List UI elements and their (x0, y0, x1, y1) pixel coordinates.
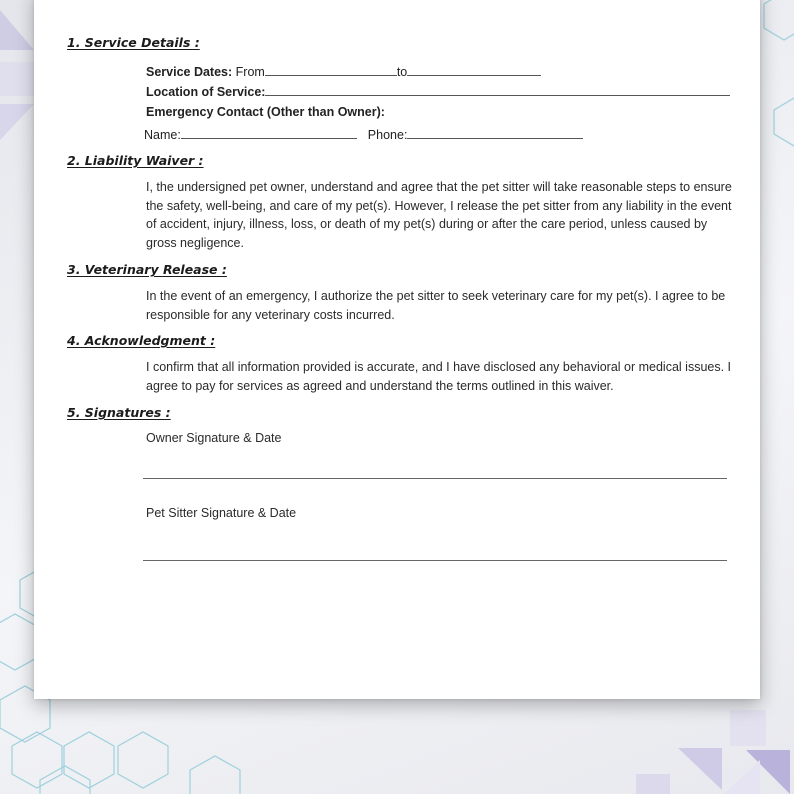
veterinary-release-text: In the event of an emergency, I authorize the pet sitter to seek veterinary care for my pet(s). I agree to be responsible for any veterinary costs incurred. (146, 289, 726, 322)
waiver-document (34, 0, 760, 699)
liability-waiver-text: I, the undersigned pet owner, understand and agree that the pet sitter will take reasonable steps to ensure the safety, well-being, and care of my pet(s). However, I release the pet sitter from any liability in the event of accident, injury, illness, loss, or death of my pet(s) during or after the care period, unless caused by gross negligence. (146, 180, 732, 250)
service-date-from-field[interactable] (265, 63, 397, 76)
location-field[interactable] (265, 83, 730, 96)
phone-label: Phone: (367, 128, 408, 142)
emergency-contact-label: Emergency Contact (Other than Owner): (146, 105, 385, 119)
emergency-name-field[interactable] (181, 126, 357, 139)
acknowledgment-heading: 4. Acknowledgment : (67, 333, 216, 348)
acknowledgment-text: I confirm that all information provided is accurate, and I have disclosed any behavioral or medical issues. I agree to pay for services as agreed and understand the terms outlined in this waiver. (146, 360, 732, 393)
veterinary-release-heading: 3. Veterinary Release : (67, 262, 227, 277)
owner-signature-line[interactable] (143, 478, 727, 479)
owner-signature-label: Owner Signature & Date (146, 431, 282, 445)
emergency-phone-field[interactable] (407, 126, 583, 139)
location-label: Location of Service: (146, 85, 266, 99)
to-label: to (396, 65, 408, 79)
emergency-contact-row (144, 126, 583, 143)
service-dates-label: Service Dates: (146, 65, 233, 79)
hexagon-pattern-right (760, 0, 794, 220)
sitter-signature-label: Pet Sitter Signature & Date (146, 506, 297, 520)
service-details-heading: 1. Service Details : (67, 35, 200, 50)
service-date-to-field[interactable] (407, 63, 541, 76)
location-row (146, 83, 730, 100)
service-dates-row (146, 63, 541, 80)
triangle-pattern-bottom-right (630, 700, 794, 794)
name-label: Name: (144, 128, 181, 142)
triangle-pattern-left (0, 0, 34, 160)
signatures-heading: 5. Signatures : (67, 405, 171, 420)
sitter-signature-line[interactable] (143, 560, 727, 561)
liability-waiver-heading: 2. Liability Waiver : (67, 153, 204, 168)
from-label: From (235, 65, 265, 79)
